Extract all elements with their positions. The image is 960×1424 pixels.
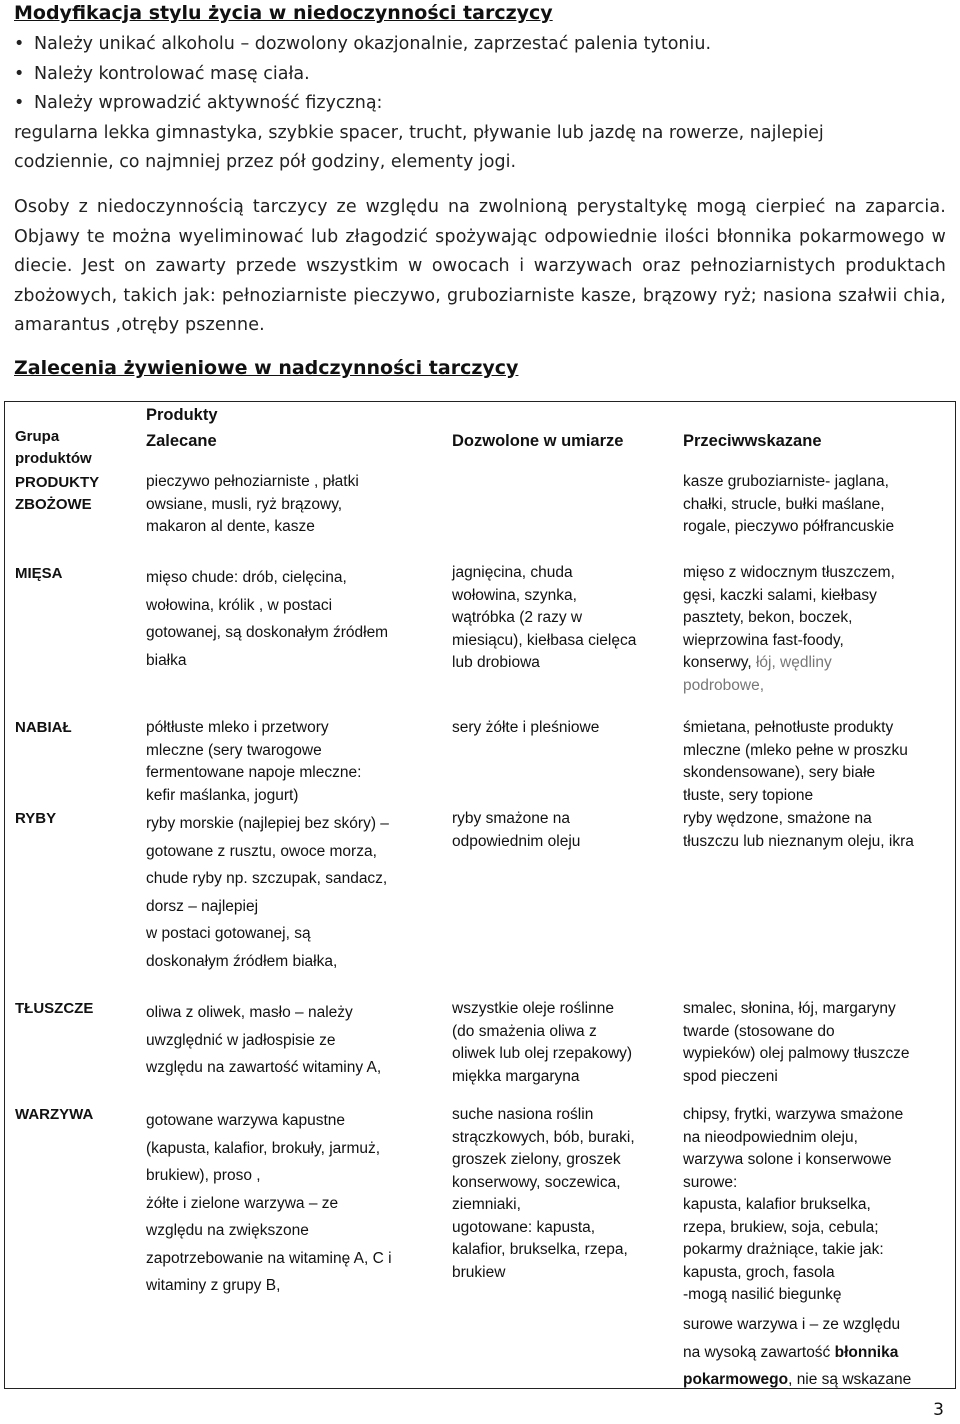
diet-table [4,401,956,1389]
header-dozwolone: Dozwolone w umiarze [452,432,624,450]
list-continuation: regularna lekka gimnastyka, szybkie spacer, trucht, pływanie lub jazdę na rowerze, najlepiej [14,122,824,143]
bullet-icon: • [14,93,25,113]
row-warzywa-przeciwwskazane: chipsy, frytki, warzywa smażone na nieodpowiednim oleju, warzywa solone i konserwowe surowe: kapusta, kalafior brukselka, rzepa, brukiew, soja, cebula; pokarmy drażniące, takie jak: kapusta, groch, fasola -mogą nasilić biegunkę [683,1106,904,1303]
list-item: • Należy kontrolować masę ciała. [14,60,949,90]
list-item: • Należy unikać alkoholu – dozwolony okazjonalnie, zaprzestać palenia tytoniu. [14,30,949,60]
header-produkty: Produkty [146,406,218,424]
row-group-warzywa: WARZYWA [15,1106,94,1123]
row-miesa-zalecane: mięso chude: drób, cielęcina, wołowina, królik , w postaci gotowanej, są doskonałym źródłem białka [146,569,389,669]
row-group-zbozowe: PRODUKTY ZBOŻOWE [15,474,100,513]
row-warzywa-przeciwwskazane-extra: surowe warzywa i – ze względu na wysoką zawartość błonnika pokarmowego, nie są wskazane [683,1316,912,1388]
row-group-nabial: NABIAŁ [15,719,72,736]
row-zbozowe-zalecane: pieczywo pełnoziarniste , płatki owsiane, musli, ryż brązowy, makaron al dente, kasze [146,473,359,535]
row-ryby-przeciwwskazane: ryby wędzone, smażone na tłuszczu lub nieznanym oleju, ikra [683,810,914,850]
bullet-icon: • [14,34,25,54]
section-title-lifestyle: Modyfikacja stylu życia w niedoczynności tarczycy [14,2,553,24]
list-item: • Należy wprowadzić aktywność fizyczną: [14,89,949,119]
row-group-miesa: MIĘSA [15,565,63,582]
row-miesa-przeciwwskazane: mięso z widocznym tłuszczem, gęsi, kaczki salami, kiełbasy pasztety, bekon, boczek, wieprzowina fast-foody, konserwy, łój, wędliny podrobowe, [683,564,895,694]
row-tluszcze-przeciwwskazane: smalec, słonina, łój, margaryny twarde (stosowane do wypieków) olej palmowy tłuszcze spod pieczeni [683,1000,910,1085]
row-warzywa-dozwolone: suche nasiona roślin strączkowych, bób, buraki, groszek zielony, groszek konserwowy, soczewica, ziemniaki, ugotowane: kapusta, kalafior, brukselka, rzepa, brukiew [452,1106,635,1281]
list-continuation: codziennie, co najmniej przez pół godziny, elementy jogi. [14,152,517,172]
header-group: Grupa produktów [15,428,92,467]
row-tluszcze-zalecane: oliwa z oliwek, masło – należy uwzględnić w jadłospisie ze względu na zawartość witaminy A, [146,1004,382,1076]
page-number: 3 [933,1400,944,1420]
section-title-diet: Zalecenia żywieniowe w nadczynności tarczycy [14,357,519,379]
row-nabial-dozwolone: sery żółte i pleśniowe [452,719,600,736]
row-ryby-dozwolone: ryby smażone na odpowiednim oleju [452,810,581,850]
row-ryby-zalecane: ryby morskie (najlepiej bez skóry) – gotowane z rusztu, owoce morza, chude ryby np. szczupak, sandacz, dorsz – najlepiej w postaci gotowanej, są doskonałym źródłem białka, [146,815,389,970]
row-warzywa-zalecane: gotowane warzywa kapustne (kapusta, kalafior, brokuły, jarmuż, brukiew), proso , żółte i zielone warzywa – ze względu na zwiększone zapotrzebowanie na witaminę A, C i witaminy z grupy B, [146,1112,392,1294]
row-tluszcze-dozwolone: wszystkie oleje roślinne (do smażenia oliwa z oliwek lub olej rzepakowy) miękka margaryna [452,1000,633,1085]
header-przeciwwskazane: Przeciwwskazane [683,432,822,450]
row-zbozowe-przeciwwskazane: kasze gruboziarniste- jaglana, chałki, strucle, bułki maślane, rogale, pieczywo półfrancuskie [683,473,895,535]
header-zalecane: Zalecane [146,432,217,450]
fiber-paragraph: Osoby z niedoczynnością tarczycy ze względu na zwolnioną perystaltykę mogą cierpieć na zaparcia. Objawy te można wyeliminować lub złagodzić spożywając odpowiednie ilości błonnika pokarmowego w diecie. Jest on zawarty przede wszystkim w owocach i warzywach oraz pełnoziarnistych produktach zbożowych, takich jak: pełnoziarniste pieczywo, gruboziarniste kasze, brązowy ryż; nasiona szałwii chia, amarantus ,otręby pszenne. [14,197,946,335]
bullet-icon: • [14,63,25,84]
lifestyle-list [14,30,949,178]
row-miesa-dozwolone: jagnięcina, chuda wołowina, szynka, wątróbka (2 razy w miesiącu), kiełbasa cielęca lub drobiowa [452,564,637,671]
row-nabial-zalecane: półtłuste mleko i przetwory mleczne (sery twarogowe fermentowane napoje mleczne: kefir maślanka, jogurt) [146,719,362,804]
row-group-ryby: RYBY [15,810,57,827]
row-group-tluszcze: TŁUSZCZE [15,1000,94,1017]
row-nabial-przeciwwskazane: śmietana, pełnotłuste produkty mleczne (mleko pełne w proszku skondensowane), sery białe tłuste, sery topione [683,719,908,804]
